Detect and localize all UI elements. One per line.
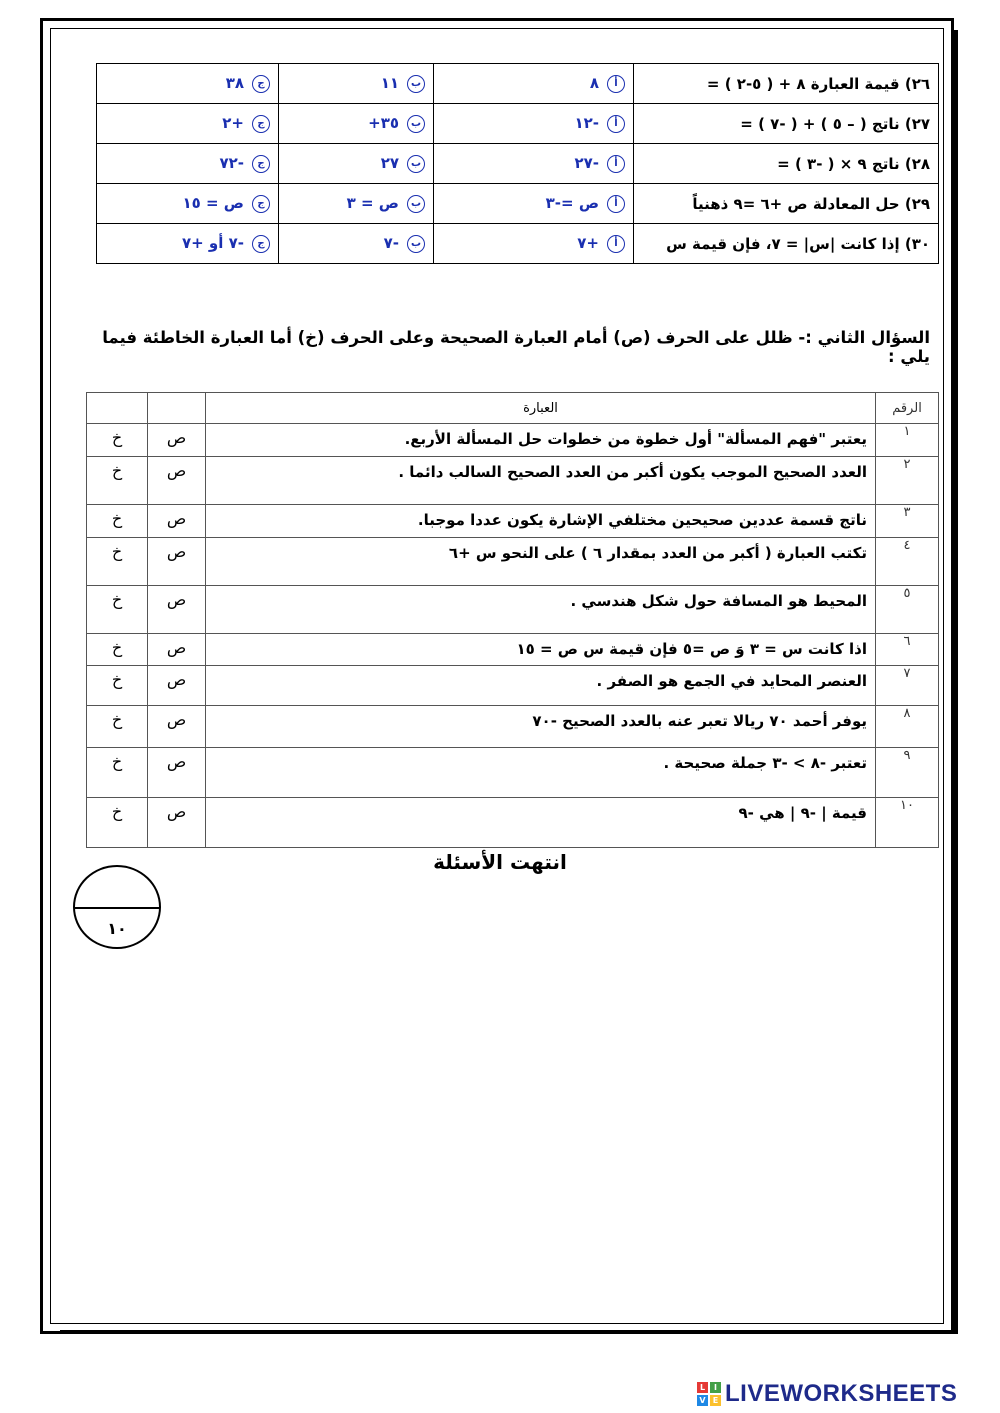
mcq-option-a[interactable]: [434, 184, 634, 224]
logo-tile: E: [710, 1395, 721, 1406]
mcq-row: [97, 184, 939, 224]
table-row: [87, 505, 939, 538]
option-value: ٣٨: [225, 74, 244, 93]
header-false-empty: [87, 393, 148, 424]
mcq-option-b[interactable]: [279, 104, 434, 144]
table-row: [87, 424, 939, 457]
option-letter-circle-icon: ب: [407, 155, 425, 173]
option-letter-circle-icon: ج: [252, 115, 270, 133]
option-letter-circle-icon: ب: [407, 75, 425, 93]
header-true-empty: [148, 393, 206, 424]
end-of-questions: انتهت الأسئلة: [433, 850, 567, 874]
table-row: [87, 706, 939, 748]
row-number: ٣: [876, 505, 939, 538]
multiple-choice-table: [96, 63, 939, 264]
mcq-option-b[interactable]: [279, 144, 434, 184]
false-choice[interactable]: خ: [87, 748, 148, 798]
option-letter-circle-icon: ج: [252, 155, 270, 173]
mcq-option-b[interactable]: [279, 184, 434, 224]
option-value: -١٢: [574, 114, 599, 133]
brand-name: LIVEWORKSHEETS: [725, 1380, 958, 1407]
table-row: [87, 748, 939, 798]
header-statement: العبارة: [206, 393, 876, 424]
option-value: ص = ٣: [346, 194, 399, 213]
question-two-heading: السؤال الثاني :- ظلل على الحرف (ص) أمام العبارة الصحيحة وعلى الحرف (خ) أما العبارة الخاطئة فيما يلي :: [102, 328, 930, 366]
statement-text: اذا كانت س = ٣ وَ ص =٥ فإن قيمة س ص = ١٥: [206, 634, 876, 666]
option-letter-circle-icon: أ: [607, 235, 625, 253]
mcq-option-c[interactable]: [97, 64, 279, 104]
option-letter-circle-icon: أ: [607, 115, 625, 133]
statement-text: يعتبر "فهم المسألة" أول خطوة من خطوات حل المسألة الأربع.: [206, 424, 876, 457]
header-number: الرقم: [876, 393, 939, 424]
false-choice[interactable]: خ: [87, 586, 148, 634]
table-row: [87, 457, 939, 505]
statement-text: قيمة | -٩ | هي -٩: [206, 798, 876, 848]
logo-tile: I: [710, 1382, 721, 1393]
option-letter-circle-icon: ب: [407, 115, 425, 133]
logo-tile: L: [697, 1382, 708, 1393]
statement-text: تكتب العبارة ( أكبر من العدد بمقدار ٦ ) على النحو س +٦: [206, 538, 876, 586]
mcq-option-b[interactable]: [279, 64, 434, 104]
row-number: ٩: [876, 748, 939, 798]
true-choice[interactable]: ص: [148, 706, 206, 748]
logo-tile: V: [697, 1395, 708, 1406]
option-value: ٣٥+: [368, 114, 399, 133]
statement-text: المحيط هو المسافة حول شكل هندسي .: [206, 586, 876, 634]
mcq-option-a[interactable]: [434, 64, 634, 104]
mcq-option-b[interactable]: [279, 224, 434, 264]
table-header-row: [87, 393, 939, 424]
false-choice[interactable]: خ: [87, 538, 148, 586]
mcq-question: ٢٩) حل المعادلة ص +٦ =٩ ذهنياً: [634, 184, 939, 224]
table-row: [87, 634, 939, 666]
false-choice[interactable]: خ: [87, 505, 148, 538]
option-letter-circle-icon: ج: [252, 75, 270, 93]
row-number: ١٠: [876, 798, 939, 848]
mcq-option-a[interactable]: [434, 144, 634, 184]
table-row: [87, 798, 939, 848]
false-choice[interactable]: خ: [87, 424, 148, 457]
row-number: ٥: [876, 586, 939, 634]
mcq-option-c[interactable]: [97, 144, 279, 184]
option-value: -٧ أو +٧: [181, 234, 244, 253]
mcq-question: ٢٧) ناتج ( – ٥ ) + ( -٧ ) =: [634, 104, 939, 144]
mcq-option-c[interactable]: [97, 184, 279, 224]
mcq-row: [97, 104, 939, 144]
option-letter-circle-icon: أ: [607, 75, 625, 93]
table-row: [87, 586, 939, 634]
true-choice[interactable]: ص: [148, 457, 206, 505]
option-letter-circle-icon: أ: [607, 195, 625, 213]
false-choice[interactable]: خ: [87, 457, 148, 505]
mcq-option-a[interactable]: [434, 104, 634, 144]
option-letter-circle-icon: ب: [407, 235, 425, 253]
mcq-row: [97, 64, 939, 104]
option-value: ٨: [589, 74, 599, 93]
option-letter-circle-icon: أ: [607, 155, 625, 173]
statement-text: العدد الصحيح الموجب يكون أكبر من العدد الصحيح السالب دائما .: [206, 457, 876, 505]
table-row: [87, 538, 939, 586]
option-letter-circle-icon: ج: [252, 235, 270, 253]
option-value: ص =-٣: [545, 194, 599, 213]
true-choice[interactable]: ص: [148, 586, 206, 634]
option-value: -٧٢: [219, 154, 244, 173]
option-value: -٢٧: [574, 154, 599, 173]
false-choice[interactable]: خ: [87, 706, 148, 748]
row-number: ١: [876, 424, 939, 457]
statement-text: يوفر أحمد ٧٠ ريالا تعبر عنه بالعدد الصحيح -٧٠: [206, 706, 876, 748]
true-choice[interactable]: ص: [148, 748, 206, 798]
option-value: ١١: [380, 74, 399, 93]
option-letter-circle-icon: ب: [407, 195, 425, 213]
mcq-option-c[interactable]: [97, 104, 279, 144]
true-choice[interactable]: ص: [148, 424, 206, 457]
statement-text: ناتج قسمة عددين صحيحين مختلفي الإشارة يكون عددا موجبا.: [206, 505, 876, 538]
false-choice[interactable]: خ: [87, 798, 148, 848]
mcq-question: ٣٠) إذا كانت |س| = ٧، فإن قيمة س: [634, 224, 939, 264]
false-choice[interactable]: خ: [87, 634, 148, 666]
true-false-table: [86, 392, 939, 848]
mcq-question: ٢٨) ناتج ٩ × ( -٣ ) =: [634, 144, 939, 184]
page-border-shadow-right: [954, 30, 958, 1334]
mcq-question: ٢٦) قيمة العبارة ٨ + ( ٥-٢ ) =: [634, 64, 939, 104]
true-choice[interactable]: ص: [148, 538, 206, 586]
mcq-row: [97, 224, 939, 264]
option-letter-circle-icon: ج: [252, 195, 270, 213]
mcq-option-a[interactable]: [434, 224, 634, 264]
brand-footer: [697, 1380, 957, 1408]
option-value: -٧: [383, 234, 399, 253]
option-value: +٢: [222, 114, 244, 133]
row-number: ٢: [876, 457, 939, 505]
mcq-option-c[interactable]: [97, 224, 279, 264]
table-row: [87, 666, 939, 706]
true-choice[interactable]: ص: [148, 666, 206, 706]
true-choice[interactable]: ص: [148, 634, 206, 666]
page-border-shadow-bottom: [60, 1330, 958, 1334]
false-choice[interactable]: خ: [87, 666, 148, 706]
option-value: ص = ١٥: [182, 194, 244, 213]
statement-text: العنصر المحايد في الجمع هو الصفر .: [206, 666, 876, 706]
row-number: ٨: [876, 706, 939, 748]
option-value: ٢٧: [380, 154, 399, 173]
score-divider: [75, 907, 159, 909]
row-number: ٤: [876, 538, 939, 586]
mcq-row: [97, 144, 939, 184]
true-choice[interactable]: ص: [148, 798, 206, 848]
row-number: ٧: [876, 666, 939, 706]
score-total: ١٠: [107, 919, 127, 938]
score-circle: [73, 865, 161, 949]
option-value: +٧: [577, 234, 599, 253]
liveworksheets-logo-icon: [697, 1382, 721, 1406]
true-choice[interactable]: ص: [148, 505, 206, 538]
row-number: ٦: [876, 634, 939, 666]
statement-text: تعتبر -٨ > -٣ جملة صحيحة .: [206, 748, 876, 798]
